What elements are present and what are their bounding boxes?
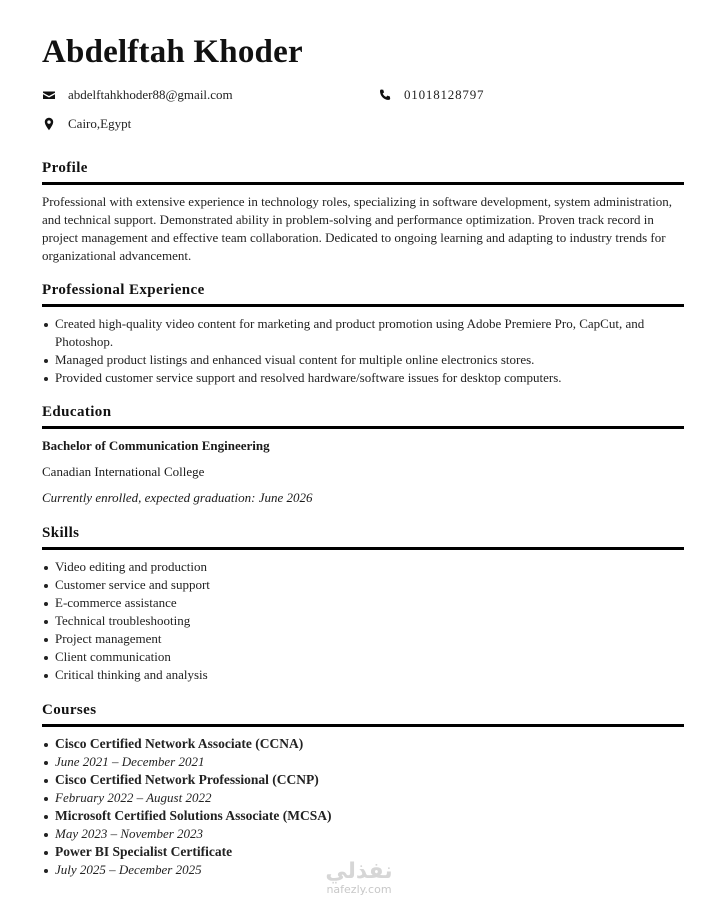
course-dates: May 2023 – November 2023	[42, 825, 684, 843]
location-text: Cairo,Egypt	[68, 116, 132, 131]
experience-section	[42, 280, 684, 387]
contact-email	[42, 87, 233, 103]
course-dates: February 2022 – August 2022	[42, 789, 684, 807]
education-section	[42, 402, 684, 507]
course-name: Cisco Certified Network Associate (CCNA)	[42, 735, 684, 753]
envelope-icon	[42, 88, 56, 102]
candidate-name: Abdelftah Khoder	[42, 34, 303, 70]
experience-list	[42, 315, 684, 387]
course-name: Power BI Specialist Certificate	[42, 843, 684, 861]
skill-item: Client communication	[42, 648, 684, 666]
watermark-arabic: نفذلي	[325, 859, 393, 884]
contact-location	[42, 116, 131, 132]
skill-item: E-commerce assistance	[42, 594, 684, 612]
section-title-education: Education	[42, 402, 684, 429]
course-name: Microsoft Certified Solutions Associate (MCSA)	[42, 807, 684, 825]
skill-item: Customer service and support	[42, 576, 684, 594]
profile-section	[42, 158, 684, 265]
experience-item: Managed product listings and enhanced visual content for multiple online electronics stores.	[42, 351, 684, 369]
courses-list	[42, 735, 684, 879]
skill-item: Video editing and production	[42, 558, 684, 576]
education-degree: Bachelor of Communication Engineering	[42, 438, 270, 453]
email-text: abdelftahkhoder88@gmail.com	[68, 87, 233, 102]
course-dates: June 2021 – December 2021	[42, 753, 684, 771]
skill-item: Critical thinking and analysis	[42, 666, 684, 684]
courses-section	[42, 700, 684, 879]
section-title-skills: Skills	[42, 523, 684, 550]
education-note: Currently enrolled, expected graduation: June 2026	[42, 490, 313, 505]
contact-phone	[378, 87, 484, 103]
experience-item: Created high-quality video content for marketing and product promotion using Adobe Premiere Pro, CapCut, and Photoshop.	[42, 315, 684, 351]
profile-summary: Professional with extensive experience in technology roles, specializing in software development, system administration, and technical support. Demonstrated ability in problem-solving and performance optimization. Proven track record in project management and effective team collaboration. Dedicated to ongoing learning and adapting to industry trends for organizational advancement.	[42, 194, 672, 263]
watermark	[314, 860, 404, 896]
section-title-profile: Profile	[42, 158, 684, 185]
skill-item: Technical troubleshooting	[42, 612, 684, 630]
phone-text: 01018128797	[404, 87, 485, 102]
watermark-latin: nafezly.com	[326, 883, 392, 896]
course-dates: July 2025 – December 2025	[42, 861, 684, 879]
section-title-courses: Courses	[42, 700, 684, 727]
skills-section	[42, 523, 684, 684]
skills-list	[42, 558, 684, 684]
course-name: Cisco Certified Network Professional (CCNP)	[42, 771, 684, 789]
phone-icon	[378, 88, 392, 102]
map-pin-icon	[42, 117, 56, 131]
section-title-experience: Professional Experience	[42, 280, 684, 307]
experience-item: Provided customer service support and resolved hardware/software issues for desktop computers.	[42, 369, 684, 387]
skill-item: Project management	[42, 630, 684, 648]
education-school: Canadian International College	[42, 464, 205, 479]
